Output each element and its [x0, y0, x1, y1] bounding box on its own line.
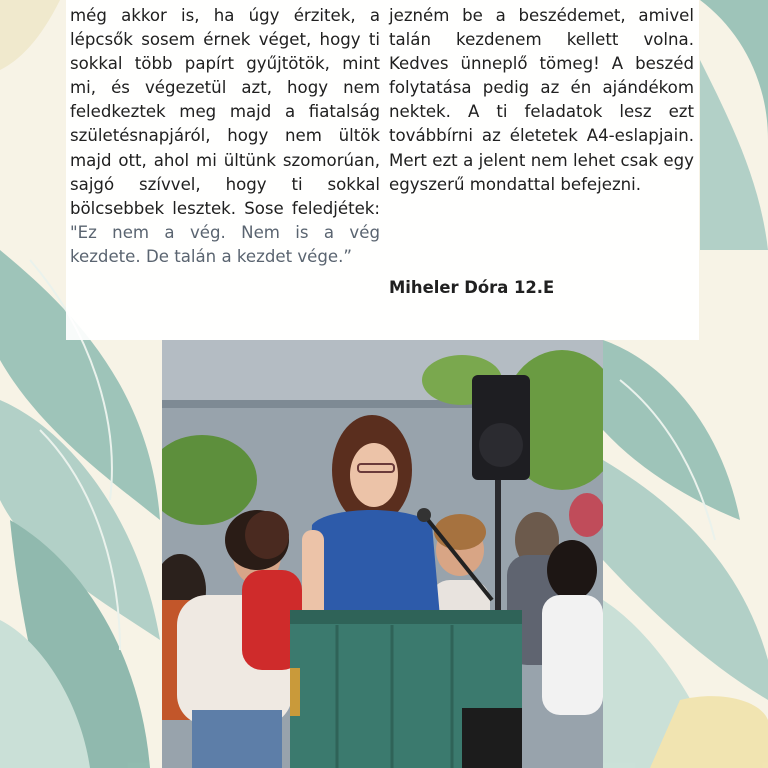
left-column-text: még akkor is, ha úgy érzitek, a lépcsők sosem érnek véget, hogy ti sokkal több papírt gyűjtötök, mint mi, és végezetül azt, hogy nem feledkeztek meg majd a fiatalság születésnapjáról, hogy nem ültök majd ott, ahol mi ültünk szomorúan, sajgó szívvel, hogy ti sokkal bölcsebbek lesztek. Sose feledjétek: [70, 6, 380, 218]
right-column-text: jezném be a beszédemet, amivel talán kezdenem kellett volna. Kedves ünneplő tömeg! A beszéd folytatása pedig az én ajándékom nektek. A ti feladatok lesz ezt továbbírni az életetek A4-eslapjain. Mert ezt a jelent nem lehet csak egy egyszerű mondattal befejezni. [389, 6, 694, 194]
closing-quote: "Ez nem a vég. Nem is a vég kezdete. De talán a kezdet vége.” [70, 222, 380, 266]
author-signature: Miheler Dóra 12.E [389, 278, 555, 297]
article-right-column [389, 4, 694, 197]
article-left-column [70, 4, 380, 269]
speech-photo [162, 340, 603, 768]
